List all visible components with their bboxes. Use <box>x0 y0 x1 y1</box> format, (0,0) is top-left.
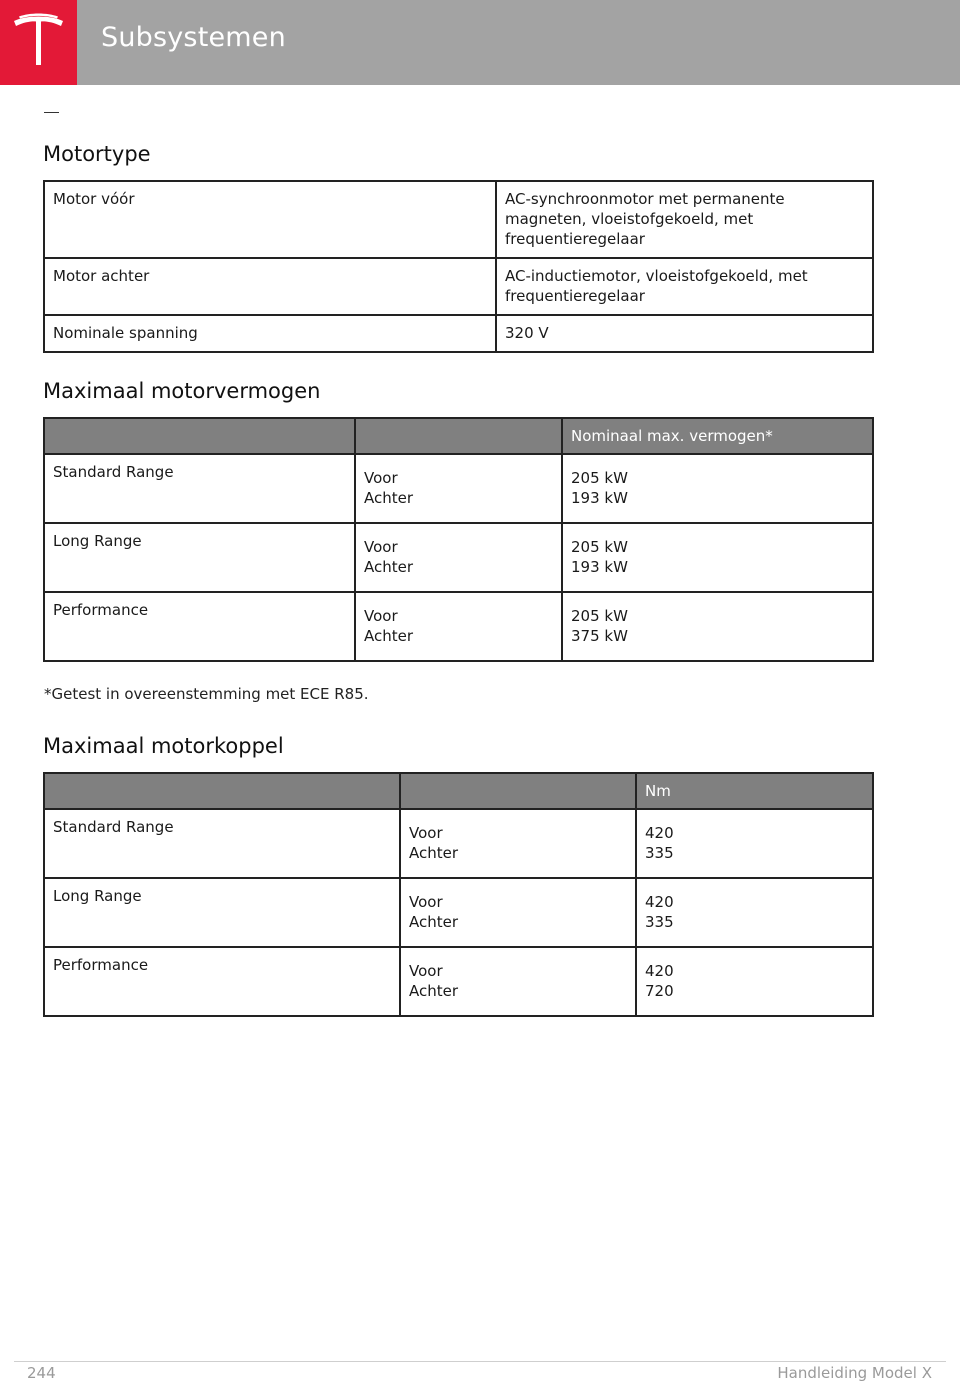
value-rear: 335 <box>645 913 674 931</box>
page-number: 244 <box>27 1364 56 1382</box>
position-rear: Achter <box>409 844 459 862</box>
value-rear: 193 kW <box>571 558 628 576</box>
row-label: Motor achter <box>44 258 496 315</box>
motor-position-cell <box>355 454 562 523</box>
table-row <box>44 181 873 258</box>
motortype-heading: Motortype <box>43 142 151 166</box>
koppel-heading: Maximaal motorkoppel <box>43 734 284 758</box>
power-value-cell <box>562 592 873 661</box>
motor-position-cell <box>400 947 636 1016</box>
position-rear: Achter <box>409 982 459 1000</box>
position-rear: Achter <box>364 489 414 507</box>
motor-position-cell <box>355 592 562 661</box>
koppel-table <box>43 772 874 1017</box>
footnote: *Getest in overeenstemming met ECE R85. <box>44 685 369 703</box>
table-row <box>44 454 873 523</box>
power-value-cell <box>562 454 873 523</box>
variant-label: Performance <box>44 592 355 661</box>
value-rear: 335 <box>645 844 674 862</box>
header-bar <box>0 0 960 85</box>
torque-value-cell <box>636 809 873 878</box>
motor-position-cell <box>400 809 636 878</box>
row-label: Nominale spanning <box>44 315 496 352</box>
table-header-row <box>44 773 873 809</box>
value-front: 205 kW <box>571 607 628 625</box>
logo-box <box>0 0 77 85</box>
tesla-logo-icon <box>12 13 65 69</box>
position-rear: Achter <box>364 627 414 645</box>
variant-label: Long Range <box>44 878 400 947</box>
header-cell-empty <box>44 418 355 454</box>
value-front: 420 <box>645 962 674 980</box>
motor-position-cell <box>355 523 562 592</box>
variant-label: Standard Range <box>44 809 400 878</box>
row-value: 320 V <box>496 315 873 352</box>
position-rear: Achter <box>409 913 459 931</box>
header-cell-empty <box>400 773 636 809</box>
page-title: Subsystemen <box>101 22 286 53</box>
value-front: 420 <box>645 893 674 911</box>
table-row <box>44 258 873 315</box>
table-row <box>44 523 873 592</box>
header-cell-power: Nominaal max. vermogen* <box>562 418 873 454</box>
table-row <box>44 878 873 947</box>
table-row <box>44 315 873 352</box>
table-row <box>44 947 873 1016</box>
position-front: Voor <box>364 607 398 625</box>
row-label: Motor vóór <box>44 181 496 258</box>
vermogen-heading: Maximaal motorvermogen <box>43 379 321 403</box>
row-value: AC-inductiemotor, vloeistofgekoeld, met frequentieregelaar <box>496 258 873 315</box>
table-header-row <box>44 418 873 454</box>
torque-value-cell <box>636 878 873 947</box>
position-front: Voor <box>409 893 443 911</box>
value-front: 205 kW <box>571 469 628 487</box>
variant-label: Performance <box>44 947 400 1016</box>
vermogen-table <box>43 417 874 662</box>
header-cell-empty <box>355 418 562 454</box>
footer-divider <box>14 1361 946 1362</box>
variant-label: Long Range <box>44 523 355 592</box>
position-rear: Achter <box>364 558 414 576</box>
value-rear: 193 kW <box>571 489 628 507</box>
value-front: 205 kW <box>571 538 628 556</box>
table-row <box>44 809 873 878</box>
power-value-cell <box>562 523 873 592</box>
variant-label: Standard Range <box>44 454 355 523</box>
position-front: Voor <box>409 824 443 842</box>
position-front: Voor <box>409 962 443 980</box>
table-row <box>44 592 873 661</box>
motortype-table <box>43 180 874 353</box>
position-front: Voor <box>364 538 398 556</box>
torque-value-cell <box>636 947 873 1016</box>
footer-title: Handleiding Model X <box>777 1364 932 1382</box>
section-marker <box>44 112 59 113</box>
row-value: AC-synchroonmotor met permanente magneten, vloeistofgekoeld, met frequentieregelaar <box>496 181 873 258</box>
value-front: 420 <box>645 824 674 842</box>
value-rear: 720 <box>645 982 674 1000</box>
motor-position-cell <box>400 878 636 947</box>
value-rear: 375 kW <box>571 627 628 645</box>
header-cell-torque: Nm <box>636 773 873 809</box>
header-cell-empty <box>44 773 400 809</box>
position-front: Voor <box>364 469 398 487</box>
